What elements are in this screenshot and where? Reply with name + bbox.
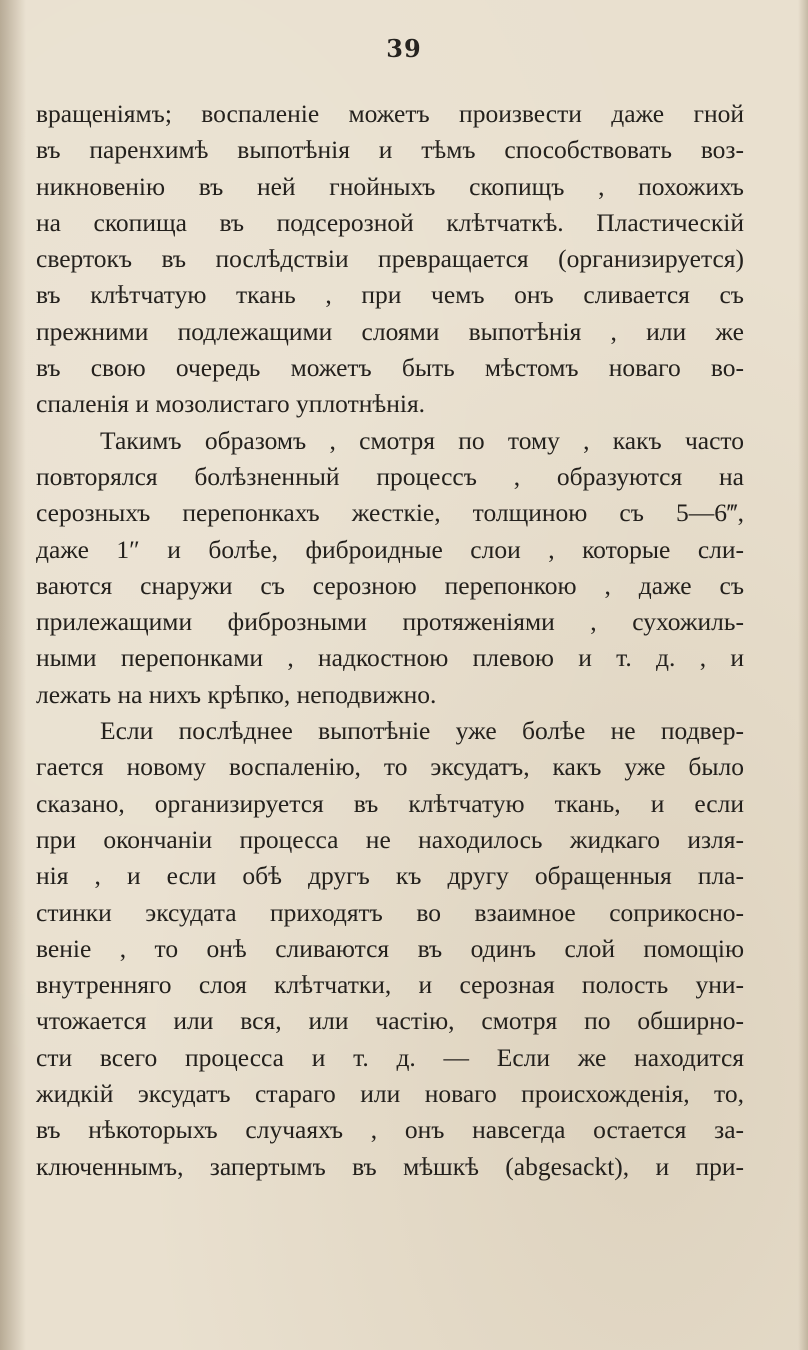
text-line: вращеніямъ; воспаленіе можетъ произвести даже гной: [36, 99, 744, 128]
text-line: жидкій эксудатъ стараго или новаго происхожденія, то,: [36, 1079, 744, 1109]
page-edge-shadow: [798, 0, 808, 1350]
text-line: повторялся болѣзненный процессъ , образуются на: [36, 461, 744, 491]
binding-shadow: [0, 0, 26, 1350]
text-line: внутренняго слоя клѣтчатки, и серозная полость уни-: [36, 970, 744, 1000]
text-line: въ свою очередь можетъ быть мѣстомъ новаго во-: [36, 353, 744, 383]
text-line: веніе , то онѣ сливаются въ одинъ слой помощію: [36, 933, 744, 963]
text-line: сти всего процесса и т. д. — Если же находится: [36, 1042, 744, 1072]
text-line: свертокъ въ послѣдствіи превращается (организируется): [36, 244, 744, 274]
paragraph-start-line: Если послѣднее выпотѣніе уже болѣе не подвер-: [100, 716, 744, 746]
page-body-text: [36, 96, 744, 1185]
text-line: въ клѣтчатую ткань , при чемъ онъ сливается съ: [36, 280, 744, 310]
paragraph-end-line: спаленія и мозолистаго уплотнѣнія.: [36, 389, 426, 419]
text-line: ключеннымъ, запертымъ въ мѣшкѣ (abgesackt), и при-: [36, 1151, 744, 1181]
text-line: на скопища въ подсерозной клѣтчаткѣ. Пластическій: [36, 207, 744, 237]
text-line: при окончаніи процесса не находилось жидкаго изля-: [36, 824, 744, 854]
text-line: чтожается или вся, или частію, смотря по обширно-: [36, 1006, 744, 1036]
text-line: сказано, организируется въ клѣтчатую ткань, и если: [36, 788, 744, 818]
text-line: нія , и если обѣ другъ къ другу обращенныя пла-: [36, 861, 744, 891]
text-line: гается новому воспаленію, то эксудатъ, какъ уже было: [36, 752, 744, 782]
text-line: стинки эксудата приходятъ во взаимное соприкосно-: [36, 897, 744, 927]
text-line: даже 1″ и болѣе, фиброидные слои , которые сли-: [36, 534, 744, 564]
text-line: ными перепонками , надкостною плевою и т. д. , и: [36, 643, 744, 673]
text-line: въ нѣкоторыхъ случаяхъ , онъ навсегда остается за-: [36, 1115, 744, 1145]
paragraph-end-line: лежать на нихъ крѣпко, неподвижно.: [36, 679, 437, 709]
text-line: прежними подлежащими слоями выпотѣнія , или же: [36, 316, 744, 346]
page-number: 39: [386, 34, 422, 63]
text-line: ваются снаружи съ серозною перепонкою , даже съ: [36, 570, 744, 600]
text-line: никновенію въ ней гнойныхъ скопищъ , похожихъ: [36, 171, 744, 201]
text-line: серозныхъ перепонкахъ жесткіе, толщиною съ 5—6‴,: [36, 498, 744, 528]
text-line: прилежащими фиброзными протяженіями , сухожиль-: [36, 607, 744, 637]
paragraph-start-line: Такимъ образомъ , смотря по тому , какъ часто: [100, 425, 744, 455]
text-line: въ паренхимѣ выпотѣнія и тѣмъ способствовать воз-: [36, 135, 744, 165]
